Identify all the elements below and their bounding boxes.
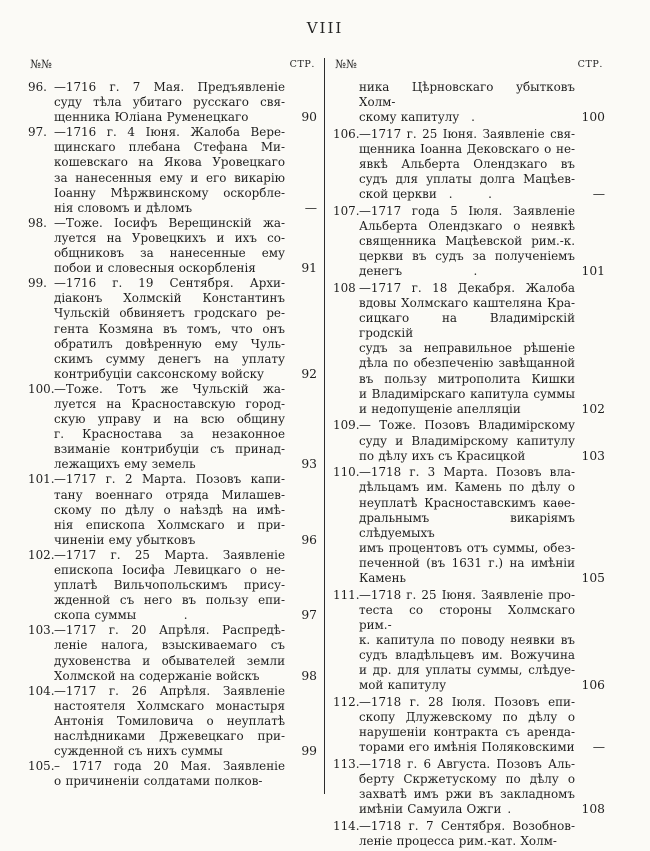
entry-line: явкѣ Альберта Олендзкаго въ: [359, 157, 575, 172]
toc-entry: [333, 819, 605, 849]
entry-line: 111. —1718 г. 25 Іюня. Заявленіе про-: [333, 587, 575, 602]
entry-page-number: —: [304, 200, 317, 215]
entry-line: г. Красностава за незаконное: [54, 427, 285, 442]
entry-line: щенника Юліана Руменецкаго: [54, 110, 249, 125]
entry-page-number: 106: [581, 678, 605, 693]
entry-number: 100.: [28, 381, 55, 396]
entry-line: Чульскій обвиняетъ гродскаго ре-: [54, 306, 285, 321]
entry-number: 106.: [333, 126, 360, 141]
toc-entry: [333, 757, 605, 817]
entry-number: 101.: [28, 472, 55, 487]
entry-line: священника Мацѣевской рим.-к.: [359, 234, 575, 249]
entry-line: Камень: [359, 570, 406, 585]
col-header-page: СТР.: [289, 59, 315, 70]
entry-page-number: 91: [301, 261, 317, 276]
entry-line: Холмской на содержаніе войскъ: [54, 668, 260, 683]
entry-line: Іоанну Мѣржвинскому оскорбле-: [54, 185, 285, 200]
entry-line: Альберта Олендзкаго о неявкѣ: [359, 219, 575, 234]
column-left: [28, 56, 317, 789]
entry-line: 106. —1717 г. 25 Іюня. Заявленіе свя-: [333, 126, 575, 141]
column-left-header: [28, 56, 317, 80]
entry-line: епископа Іосифа Левицкаго о не-: [54, 563, 285, 577]
entry-page-number: —: [592, 740, 605, 755]
entry-line: суду тѣла убитаго русскаго свя-: [54, 95, 285, 110]
entry-line: жденной съ него въ пользу епи-: [54, 593, 285, 608]
entry-number: 111.: [333, 587, 360, 602]
entry-line: церкви въ судъ за полученіемъ: [359, 249, 575, 264]
entry-number: 102.: [28, 547, 55, 562]
entry-line: дральнымъ викаріямъ слѣдуемыхъ: [359, 510, 575, 540]
entry-line: торами его имѣнія Поляковскими: [359, 740, 575, 755]
entry-line: лежащихъ ему земель: [54, 457, 196, 472]
entry-line: дѣла по обезпеченію завѣщанной: [359, 356, 575, 371]
entry-page-number: 96: [301, 532, 317, 547]
toc-entry: [333, 281, 605, 417]
entry-line: мой капитулу: [359, 678, 447, 693]
entry-page-number: 97: [301, 608, 317, 623]
entry-page-number: 99: [301, 744, 317, 759]
entry-line: судъ владѣльцевъ им. Вожучина: [359, 648, 575, 663]
entry-line: луется на Красноставскую город-: [54, 396, 285, 411]
entry-line: захватѣ имъ ржи въ закладномъ: [359, 787, 575, 802]
entry-page-number: —: [592, 187, 605, 202]
entry-line: скому капитулу .: [359, 110, 475, 125]
entry-page-number: 92: [301, 366, 317, 381]
entry-line: суду и Владимірскому капитулу: [359, 433, 575, 448]
entry-page-number: 105: [581, 570, 605, 585]
entry-line: 108 —1717 г. 18 Декабря. Жалоба: [333, 281, 575, 295]
toc-entry: [28, 80, 317, 125]
toc-entry: [28, 623, 317, 683]
entry-line: имъ процентовъ отъ суммы, обез-: [359, 540, 575, 555]
toc-entry: [333, 465, 605, 586]
entry-line: 103. —1717 г. 20 Апрѣля. Распредѣ-: [28, 623, 285, 638]
entry-line: кошевскаго на Якова Уровецкаго: [54, 155, 285, 170]
entry-line: луется на Уровецкихъ и ихъ со-: [54, 230, 285, 245]
col-header-page: СТР.: [577, 59, 603, 70]
entry-line: дѣльцамъ им. Камень по дѣлу о: [359, 480, 575, 495]
entry-number: 114.: [333, 818, 360, 833]
entry-page-number: 101: [581, 264, 605, 279]
entry-line: контрибуціи саксонскому войску: [54, 366, 265, 381]
entry-line: 105. – 1717 года 20 Мая. Заявленіе: [28, 759, 285, 774]
entry-line: 101. —1717 г. 2 Марта. Позовъ капи-: [28, 472, 285, 487]
entry-page-number: 90: [301, 110, 317, 125]
entry-line: 114. —1718 г. 7 Сентября. Возобнов-: [333, 818, 575, 833]
entry-line: сицкаго на Владимірскій гродскій: [359, 311, 575, 341]
entry-line: скимъ сумму денегъ на уплату: [54, 351, 285, 366]
entry-line: 110. —1718 г. 3 Марта. Позовъ вла-: [333, 465, 575, 480]
entry-line: вдовы Холмскаго каштеляна Кра-: [359, 296, 575, 311]
entry-line: 102. —1717 г. 25 Марта. Заявленіе: [28, 547, 285, 562]
toc-entry: [28, 759, 317, 789]
entry-number: 103.: [28, 623, 55, 638]
entry-number: 113.: [333, 756, 360, 771]
entry-number: 107.: [333, 203, 360, 218]
entry-line: имѣніи Самуила Ожги .: [359, 802, 512, 817]
entry-line: печенной (въ 1631 г.) на имѣніи: [359, 555, 575, 570]
toc-entry: [333, 80, 605, 125]
entry-line: въ пользу митрополита Кишки: [359, 371, 575, 386]
entry-line: 96. —1716 г. 7 Мая. Предъявленіе: [28, 80, 285, 94]
entry-line: за нанесенныя ему и его викарію: [54, 170, 285, 185]
entry-line: тану военнаго отряда Милашев-: [54, 487, 285, 502]
toc-entry: [28, 125, 317, 216]
entry-page-number: 108: [581, 802, 605, 817]
entry-number: 112.: [333, 694, 360, 709]
toc-entry: [333, 204, 605, 279]
entry-line: к. капитула по поводу неявки въ: [359, 632, 575, 647]
toc-entry: [333, 695, 605, 755]
toc-entry: [28, 548, 317, 623]
entry-line: судъ для уплаты долга Мацѣев-: [359, 172, 575, 187]
col-header-num: №№: [30, 57, 52, 71]
entry-page-number: 98: [301, 668, 317, 683]
entry-line: 100. —Тоже. Тотъ же Чульскій жа-: [28, 381, 285, 396]
entry-line: 97. —1716 г. 4 Іюня. Жалоба Вере-: [28, 125, 285, 140]
entry-page-number: 93: [301, 457, 317, 472]
entry-line: скому по дѣлу о наѣздѣ на имѣ-: [54, 502, 285, 517]
entry-number: 104.: [28, 683, 55, 698]
toc-entry: [28, 382, 317, 473]
column-divider: [324, 58, 325, 794]
entry-page-number: 103: [581, 448, 605, 463]
column-right-header: [333, 56, 605, 80]
toc-entry: [28, 216, 317, 276]
entry-line: 98. —Тоже. Іосифъ Верещинскій жа-: [28, 215, 285, 230]
toc-entries-right: [333, 80, 605, 849]
entry-line: Антонія Томиловича о неуплатѣ: [54, 713, 285, 728]
entry-number: 110.: [333, 465, 360, 480]
entry-line: скую управу и на всю общину: [54, 412, 285, 427]
entry-line: леніе налога, взыскиваемаго съ: [54, 638, 285, 653]
entry-page-number: 102: [581, 401, 605, 416]
entry-line: 113. —1718 г. 6 Августа. Позовъ Аль-: [333, 756, 575, 771]
col-header-num: №№: [335, 57, 357, 71]
entry-line: взиманіе контрибуціи съ принад-: [54, 442, 285, 457]
entry-line: нарушеніи контракта съ аренда-: [359, 725, 575, 740]
entry-line: наслѣдниками Држевецкаго при-: [54, 729, 285, 744]
entry-line: обратилъ довѣренную ему Чуль-: [54, 336, 285, 351]
entry-line: 109. — Тоже. Позовъ Владимірскому: [333, 418, 575, 433]
entry-line: сужденной съ нихъ суммы: [54, 744, 223, 759]
toc-entries-left: [28, 80, 317, 789]
entry-line: леніе процесса рим.-кат. Холм-: [359, 833, 557, 848]
entry-number: 98.: [28, 215, 47, 230]
toc-entry: [333, 418, 605, 463]
entry-line: и др. для уплаты суммы, слѣдуе-: [359, 663, 575, 678]
toc-entry: [28, 684, 317, 759]
entry-number: 97.: [28, 125, 47, 140]
entry-line: гента Козмяна въ томъ, что онъ: [54, 321, 285, 336]
page-header: VIII: [306, 19, 344, 37]
entry-line: щенника Іоанна Дековскаго о не-: [359, 141, 575, 156]
entry-line: 104. —1717 г. 26 Апрѣля. Заявленіе: [28, 683, 285, 698]
toc-entry: [28, 276, 317, 382]
entry-line: ника Цѣрновскаго убытковъ Холм-: [359, 80, 575, 110]
entry-line: судъ за неправильное рѣшеніе: [359, 341, 575, 356]
entry-line: уплатѣ Вильчопольскимъ прису-: [54, 578, 285, 593]
toc-entry: [28, 472, 317, 547]
entry-line: о причиненіи солдатами полков-: [54, 774, 263, 789]
entry-line: 99. —1716 г. 19 Сентября. Архи-: [28, 276, 285, 291]
entry-line: щинскаго плебана Стефана Ми-: [54, 140, 285, 155]
entry-number: 109.: [333, 418, 360, 433]
entry-line: теста со стороны Холмскаго рим.-: [359, 602, 575, 632]
entry-line: и недопущеніе апелляціи: [359, 401, 521, 416]
entry-line: духовенства и обывателей земли: [54, 653, 285, 668]
entry-page-number: 100: [581, 110, 605, 125]
entry-line: скопу Длужевскому по дѣлу о: [359, 710, 575, 724]
entry-line: нія епископа Холмскаго и при-: [54, 517, 285, 532]
entry-line: 107. —1717 года 5 Іюля. Заявленіе: [333, 203, 575, 218]
entry-line: денегъ .: [359, 264, 478, 279]
entry-line: общниковъ за нанесенные ему: [54, 246, 285, 261]
entry-line: настоятеля Холмскаго монастыря: [54, 698, 285, 713]
entry-line: и Владимірскаго капитула суммы: [359, 386, 575, 401]
entry-line: діаконъ Холмскій Константинъ: [54, 291, 285, 306]
entry-line: чиненіи ему убытковъ: [54, 532, 196, 547]
entry-number: 105.: [28, 759, 55, 774]
entry-line: 112. —1718 г. 28 Іюля. Позовъ епи-: [333, 694, 575, 709]
entry-line: побои и словесныя оскорбленія: [54, 261, 256, 276]
entry-line: скопа суммы .: [54, 608, 188, 623]
entry-line: берту Скржетускому по дѣлу о: [359, 771, 575, 786]
entry-line: неуплатѣ Красноставскимъ каѳе-: [359, 495, 575, 510]
entry-number: 108: [333, 281, 356, 295]
entry-line: ской церкви . .: [359, 187, 492, 202]
entry-number: 99.: [28, 276, 47, 291]
toc-entry: [333, 588, 605, 694]
entry-number: 96.: [28, 80, 47, 94]
entry-line: по дѣлу ихъ съ Красицкой: [359, 448, 526, 463]
toc-entry: [333, 127, 605, 202]
entry-line: нія словомъ и дѣломъ: [54, 200, 193, 215]
column-right: [333, 56, 605, 851]
